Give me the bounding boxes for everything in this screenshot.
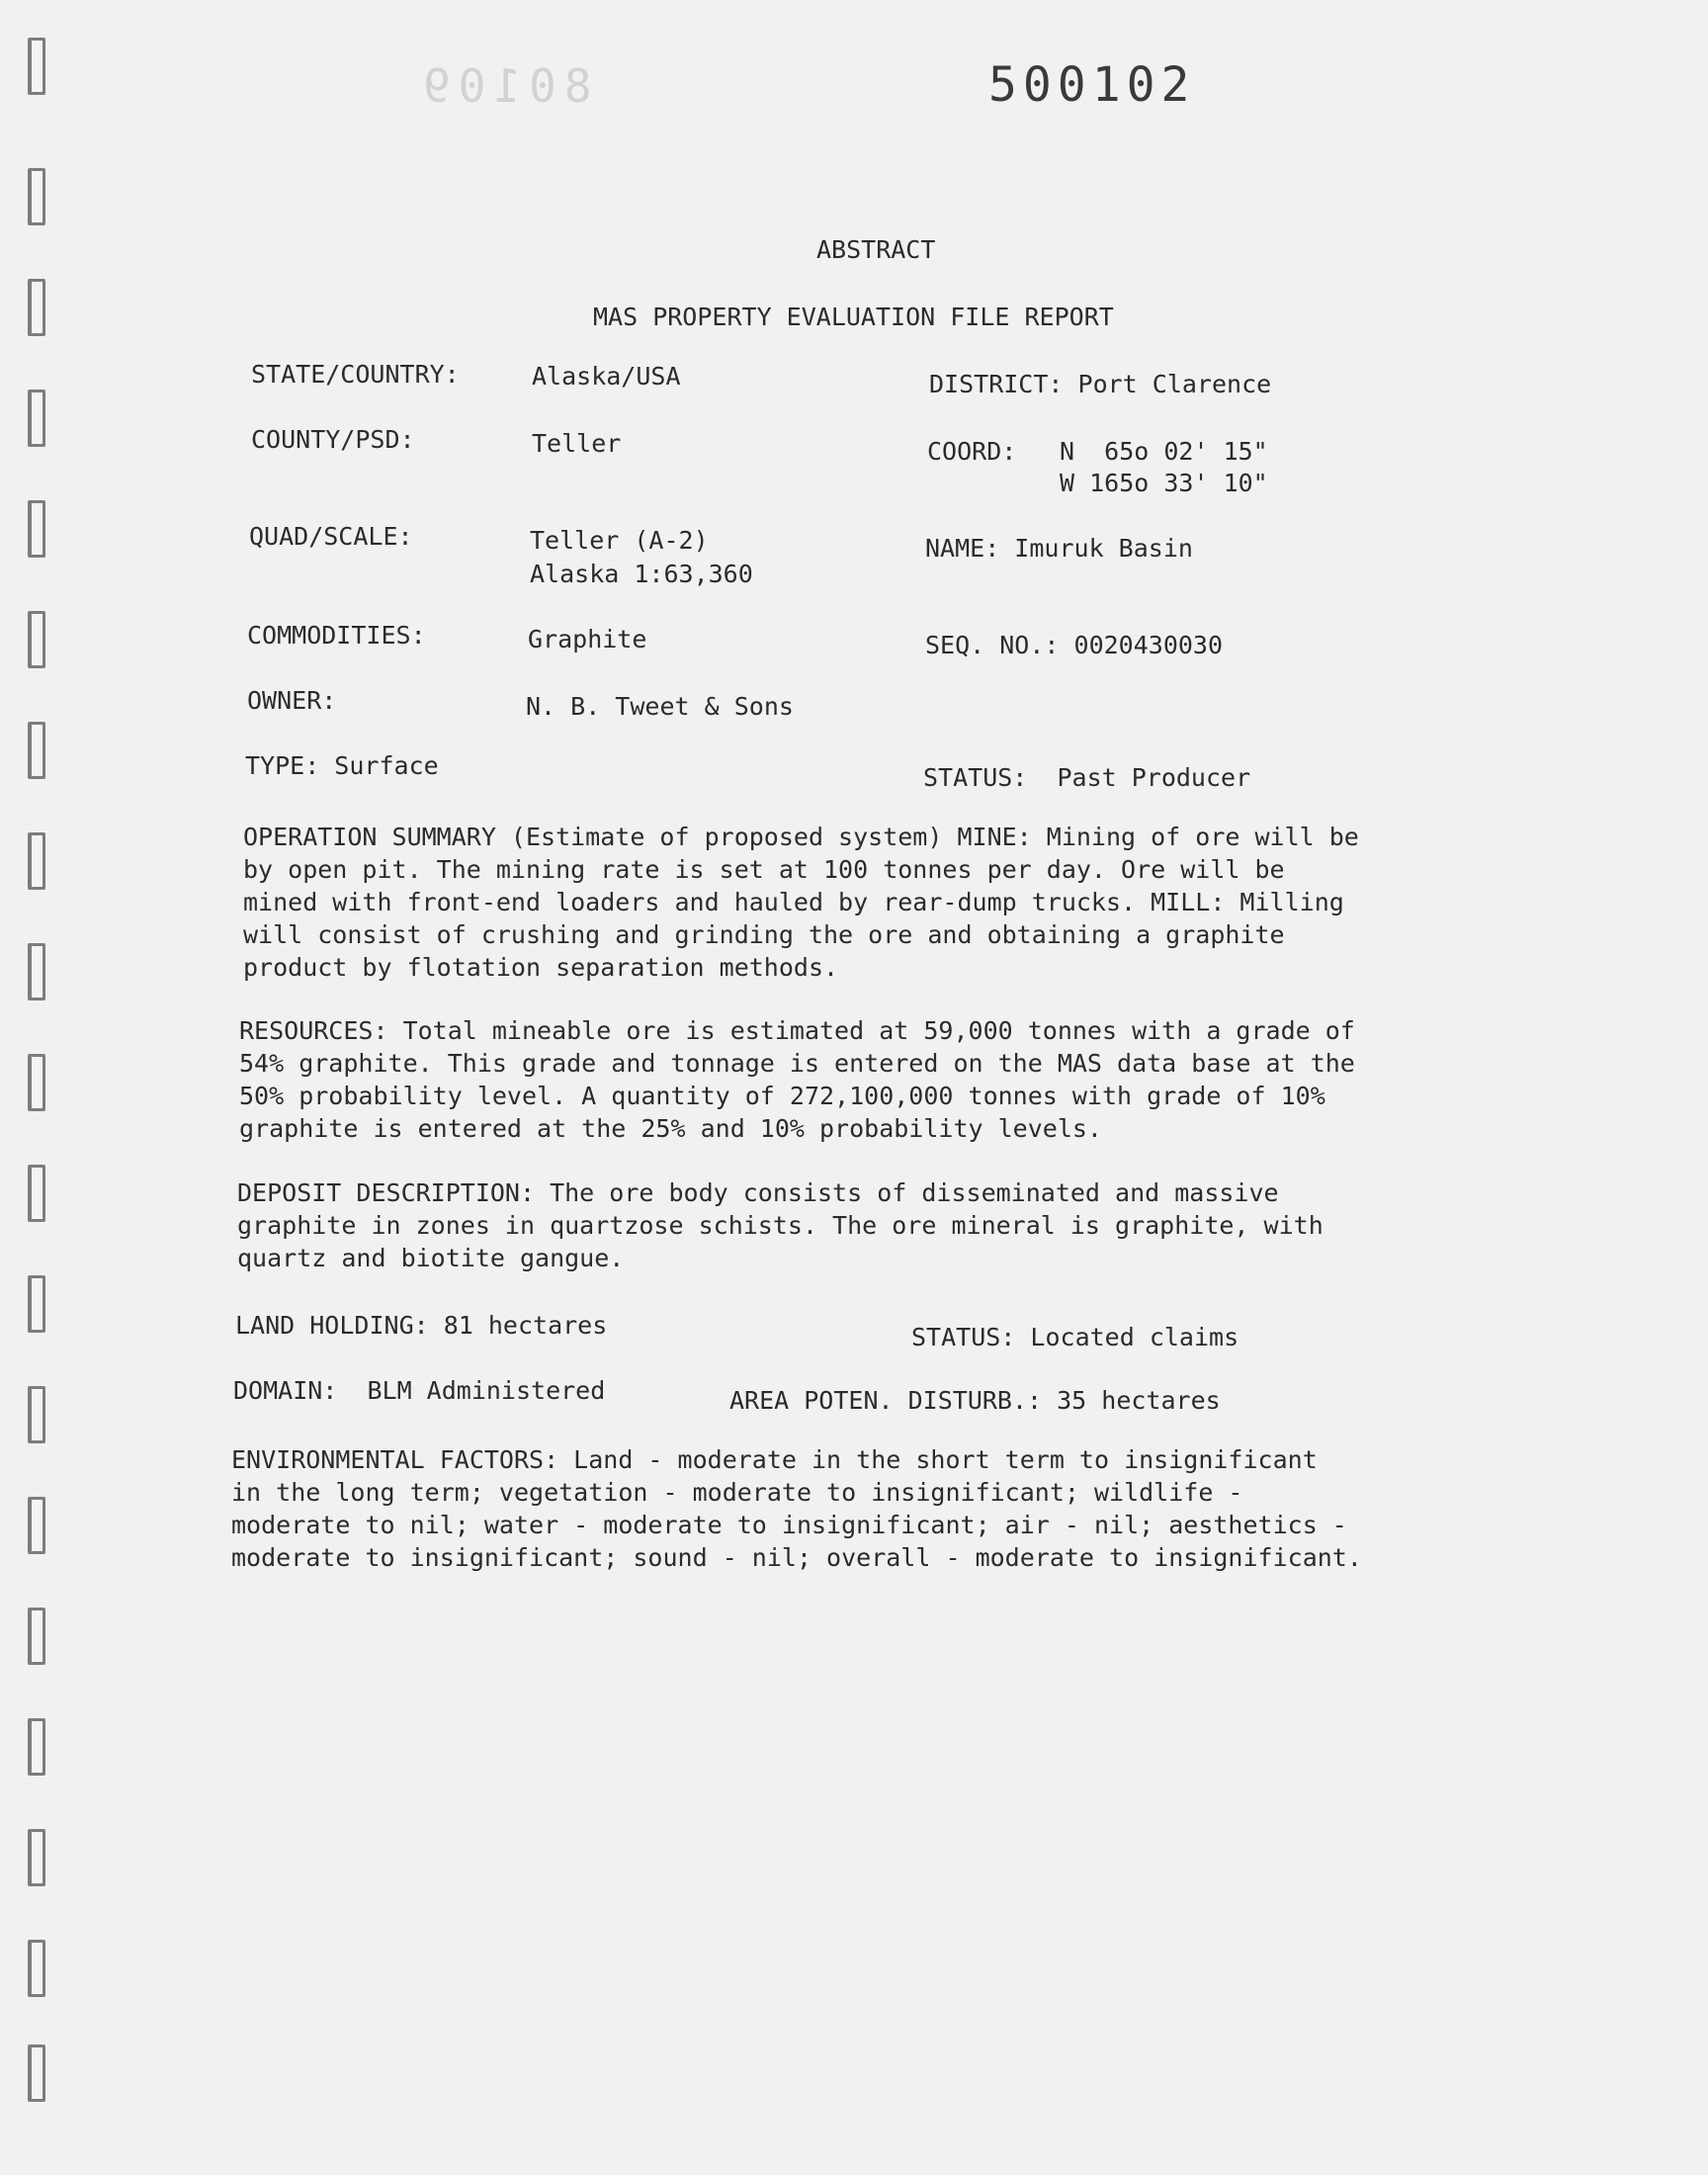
coord-label: COORD:: [927, 437, 1017, 466]
deposit-description: DEPOSIT DESCRIPTION: The ore body consists of disseminated and massive graphite in zones in quartzose schists. The ore mineral is graphite, with quartz and biotite gangue.: [237, 1178, 1324, 1272]
seq-no-field: SEQ. NO.: 0020430030: [925, 631, 1224, 659]
punch-hole: [28, 168, 45, 225]
punch-hole: [28, 1054, 45, 1111]
punch-hole: [28, 1386, 45, 1443]
resources-paragraph: RESOURCES: Total mineable ore is estimated at 59,000 tonnes with a grade of 54% graphite. This grade and tonnage is entered on the MAS data base at the 50% probability level. A quantity of 272,100,000 tonnes with grade of 10% graphite is entered at the 25% and 10% probability levels.: [239, 1016, 1355, 1143]
punch-hole: [28, 943, 45, 1000]
punch-hole: [28, 1608, 45, 1665]
punch-hole: [28, 1718, 45, 1776]
punch-hole: [28, 1165, 45, 1222]
name-field: NAME: Imuruk Basin: [925, 534, 1193, 563]
quad-scale-label: QUAD/SCALE:: [249, 522, 413, 551]
abstract-title: ABSTRACT: [816, 235, 936, 264]
punch-hole: [28, 1497, 45, 1554]
report-title: MAS PROPERTY EVALUATION FILE REPORT: [593, 303, 1114, 331]
punch-hole: [28, 390, 45, 447]
document-number-stamp: 500102: [988, 57, 1196, 113]
county-value: Teller: [532, 429, 622, 458]
area-disturb-field: AREA POTEN. DISTURB.: 35 hectares: [729, 1386, 1221, 1415]
coord-north: N 65o 02' 15": [1060, 437, 1268, 466]
quad-scale-value-1: Teller (A-2): [530, 526, 709, 555]
punch-hole: [28, 611, 45, 668]
domain-field: DOMAIN: BLM Administered: [233, 1376, 606, 1405]
punch-hole: [28, 1275, 45, 1333]
district-field: DISTRICT: Port Clarence: [929, 370, 1272, 398]
county-label: COUNTY/PSD:: [251, 425, 415, 454]
land-status-field: STATUS: Located claims: [911, 1323, 1239, 1351]
punch-hole: [28, 2044, 45, 2102]
commodities-value: Graphite: [528, 625, 647, 653]
owner-value: N. B. Tweet & Sons: [526, 692, 794, 721]
punch-hole: [28, 38, 45, 95]
type-field: TYPE: Surface: [245, 751, 439, 780]
environmental-factors: ENVIRONMENTAL FACTORS: Land - moderate in the short term to insignificant in the long term; vegetation - moderate to insignificant; wildlife - moderate to nil; water - moderate to insignificant; air - nil; aesthetics - moderate to insignificant; sound - nil; overall - moderate to insignificant.: [231, 1445, 1362, 1572]
commodities-label: COMMODITIES:: [247, 621, 426, 650]
punch-hole: [28, 1940, 45, 1997]
land-holding-field: LAND HOLDING: 81 hectares: [235, 1311, 608, 1340]
punch-hole: [28, 500, 45, 558]
owner-label: OWNER:: [247, 686, 337, 715]
mirror-stamp: 80109: [415, 59, 592, 113]
punch-hole: [28, 832, 45, 890]
state-country-value: Alaska/USA: [532, 362, 681, 391]
quad-scale-value-2: Alaska 1:63,360: [530, 560, 753, 588]
operation-summary: OPERATION SUMMARY (Estimate of proposed system) MINE: Mining of ore will be by open pit. The mining rate is set at 100 tonnes per day. Ore will be mined with front-end loaders and hauled by rear-dump trucks. MILL: Milling will consist of crushing and grinding the ore and obtaining a graphite product by flotation separation methods.: [243, 823, 1359, 982]
punch-hole: [28, 1829, 45, 1886]
state-country-label: STATE/COUNTRY:: [251, 360, 460, 389]
coord-west: W 165o 33' 10": [1060, 469, 1268, 497]
status-field: STATUS: Past Producer: [923, 763, 1251, 792]
punch-hole: [28, 722, 45, 779]
punch-hole: [28, 279, 45, 336]
